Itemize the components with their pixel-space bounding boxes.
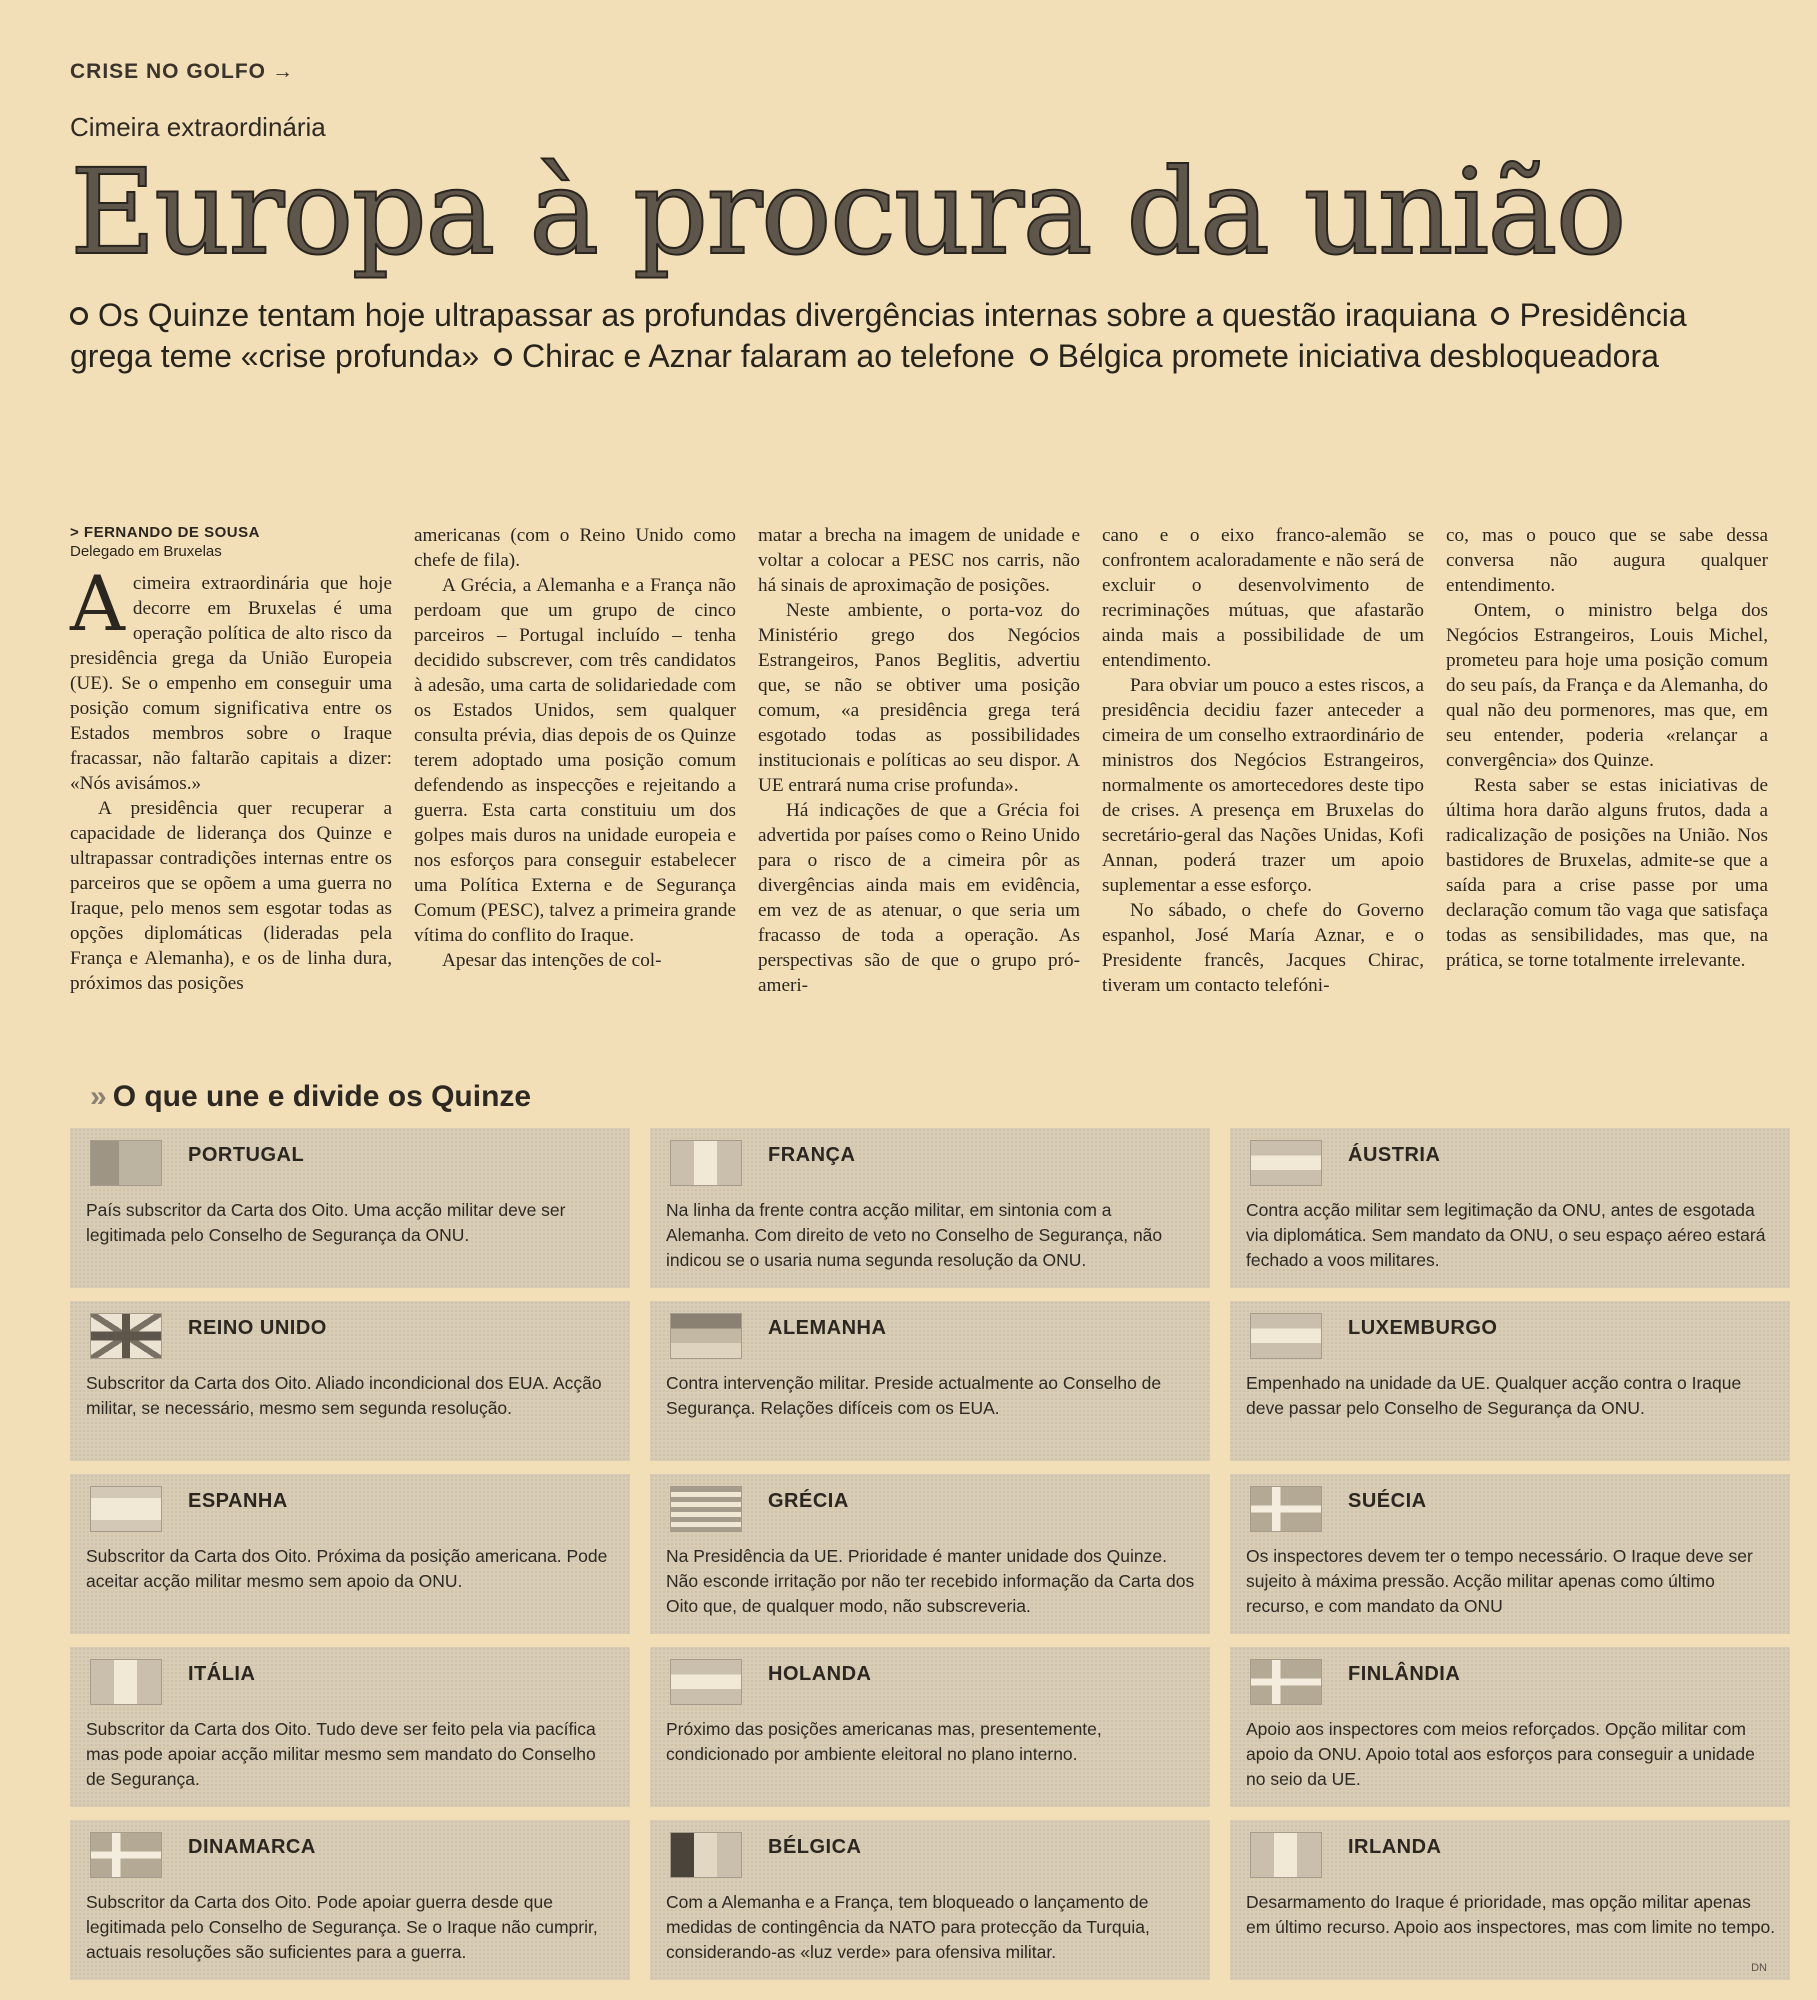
country-name: HOLANDA: [768, 1663, 872, 1685]
country-card: [70, 1647, 630, 1807]
country-position: Na Presidência da UE. Prioridade é manter unidade dos Quinze. Não esconde irritação por não ter recebido informação da Carta dos Oito que, de qualquer modo, não subscreveria.: [666, 1546, 1195, 1616]
country-name: ALEMANHA: [768, 1317, 887, 1339]
country-card: [1230, 1301, 1790, 1461]
flag-icon: [90, 1832, 162, 1878]
paragraph: A presidência quer recuperar a capacidade de liderança dos Quinze e ultrapassar contradições internas entre os parceiros que se opõem a uma guerra no Iraque, pelo menos sem esgotar todas as opções diplomáticas (lideradas pela França e Alemanha), e os de linha dura, próximos das posições: [70, 798, 392, 994]
country-position: Próximo das posições americanas mas, presentemente, condicionado por ambiente eleitoral no plano interno.: [666, 1719, 1102, 1764]
lead-item: Presidência grega teme «crise profunda»: [70, 297, 1687, 374]
article-column-4: [1102, 523, 1424, 1053]
double-chevron-icon: »: [90, 1080, 101, 1113]
country-card: [70, 1820, 630, 1980]
article-column-1: [70, 523, 392, 1053]
country-position: Subscritor da Carta dos Oito. Pode apoiar guerra desde que legitimada pelo Conselho de Segurança. Se o Iraque não cumprir, actuais resoluções são suficientes para a guerra.: [86, 1892, 598, 1962]
bullet-icon: [70, 307, 88, 325]
paragraph: Para obviar um pouco a estes riscos, a presidência decidiu fazer anteceder a cimeira de um conselho extraordinário de ministros dos Negócios Estrangeiros, normalmente os amortecedores deste tipo de crises. A presença em Bruxelas do secretário-geral das Nações Unidas, Kofi Annan, poderá trazer um apoio suplementar a esse esforço.: [1102, 675, 1424, 896]
flag-icon: [1250, 1486, 1322, 1532]
country-name: FINLÂNDIA: [1348, 1663, 1461, 1685]
paragraph: Apesar das intenções de col-: [442, 950, 662, 971]
country-position: Na linha da frente contra acção militar, em sintonia com a Alemanha. Com direito de veto no Conselho de Segurança, não indicou se o usaria numa segunda resolução da ONU.: [666, 1200, 1163, 1270]
country-card: [1230, 1128, 1790, 1288]
flag-icon: [90, 1486, 162, 1532]
country-name: SUÉCIA: [1348, 1490, 1427, 1512]
lead-item: Chirac e Aznar falaram ao telefone: [522, 338, 1015, 374]
paragraph: Há indicações de que a Grécia foi advertida por países como o Reino Unido para o risco de a cimeira pôr as divergências ainda mais em evidência, em vez de as atenuar, o que seria um fracasso de toda a operação. As perspectivas são de que o grupo pró-ameri-: [758, 800, 1080, 996]
country-card: [650, 1647, 1210, 1807]
article-body: [70, 523, 1770, 1053]
country-card: [650, 1128, 1210, 1288]
country-position: Subscritor da Carta dos Oito. Tudo deve ser feito pela via pacífica mas pode apoiar acção militar mesmo sem mandato do Conselho de Segurança.: [86, 1719, 596, 1789]
country-name: GRÉCIA: [768, 1490, 849, 1512]
country-grid: [70, 1128, 1776, 1993]
drop-cap: A: [70, 559, 125, 648]
flag-icon: [670, 1659, 742, 1705]
country-card: [650, 1301, 1210, 1461]
country-card: [70, 1128, 630, 1288]
author-role: Delegado em Bruxelas: [70, 543, 222, 560]
country-position: Subscritor da Carta dos Oito. Aliado incondicional dos EUA. Acção militar, se necessário, mesmo sem segunda resolução.: [86, 1373, 602, 1418]
country-position: Os inspectores devem ter o tempo necessário. O Iraque deve ser sujeito à máxima pressão. Acção militar apenas como último recurso, e com mandato da ONU: [1246, 1546, 1753, 1616]
lead-item: Bélgica promete iniciativa desbloqueadora: [1057, 338, 1659, 374]
flag-icon: [1250, 1832, 1322, 1878]
paragraph: cano e o eixo franco-alemão se confrontem acaloradamente e não será de excluir o desenvolvimento de recriminações mútuas, que afastarão ainda mais a possibilidade de um entendimento.: [1102, 525, 1424, 671]
flag-icon: [1250, 1313, 1322, 1359]
paragraph: matar a brecha na imagem de unidade e voltar a colocar a PESC nos carris, não há sinais de aproximação de posições.: [758, 525, 1080, 596]
country-name: FRANÇA: [768, 1144, 856, 1166]
flag-icon: [670, 1486, 742, 1532]
section-label: Cimeira extraordinária: [70, 112, 326, 142]
paragraph: Ontem, o ministro belga dos Negócios Estrangeiros, Louis Michel, prometeu para hoje uma posição comum do seu país, da França e da Alemanha, do qual não deu pormenores, mas que, em seu entender, poderia «relançar a convergência» dos Quinze.: [1446, 600, 1768, 771]
country-card: [1230, 1820, 1790, 1980]
country-position: País subscritor da Carta dos Oito. Uma acção militar deve ser legitimada pelo Conselho de Segurança da ONU.: [86, 1200, 566, 1245]
country-name: ESPANHA: [188, 1490, 288, 1512]
flag-icon: [670, 1140, 742, 1186]
country-card: [1230, 1474, 1790, 1634]
flag-icon: [670, 1832, 742, 1878]
country-card: [70, 1474, 630, 1634]
article-column-5: [1446, 523, 1768, 1053]
flag-icon: [1250, 1659, 1322, 1705]
country-position: Apoio aos inspectores com meios reforçados. Opção militar com apoio da ONU. Apoio total aos esforços para conseguir a unidade no seio da UE.: [1246, 1719, 1755, 1789]
bullet-icon: [1491, 307, 1509, 325]
country-card: [1230, 1647, 1790, 1807]
country-card: [70, 1301, 630, 1461]
paragraph: co, mas o pouco que se sabe dessa conversa não augura qualquer entendimento.: [1446, 525, 1768, 596]
flag-icon: [90, 1313, 162, 1359]
paragraph: Acimeira extraordinária que hoje decorre em Bruxelas é uma operação política de alto risco da presidência grega da União Europeia (UE). Se o empenho em conseguir uma posição comum significativa entre os Estados membros sobre o Iraque fracassar, não faltarão capitais a dizer: «Nós avisámos.»: [70, 559, 392, 794]
byline: [70, 523, 392, 561]
paragraph: Neste ambiente, o porta-voz do Ministério grego dos Negócios Estrangeiros, Panos Beglitis, advertiu que, se não se obtiver uma posição comum, «a presidência grega terá esgotado todas as possibilidades institucionais e políticas ao seu dispor. A UE entrará numa crise profunda».: [758, 600, 1080, 796]
paragraph: Resta saber se estas iniciativas de última hora darão alguns frutos, dada a radicalização de posições na União. Nos bastidores de Bruxelas, admite-se que a saída para a crise passe por uma declaração comum tão vaga que satisfaça todas as sensibilidades, mas que, na prática, se torne totalmente irrelevante.: [1446, 775, 1768, 971]
arrow-right-icon: →: [272, 60, 295, 83]
signature: DN: [1751, 1962, 1767, 1974]
country-name: DINAMARCA: [188, 1836, 316, 1858]
bullet-icon: [1030, 348, 1048, 366]
box-title: [90, 1080, 531, 1114]
paragraph: americanas (com o Reino Unido como chefe de fila).: [414, 525, 736, 571]
lead-summary: [70, 295, 1770, 377]
country-name: BÉLGICA: [768, 1836, 862, 1858]
country-position: Contra acção militar sem legitimação da ONU, antes de esgotada via diplomática. Sem mandato da ONU, o seu espaço aéreo estará fechado a voos militares.: [1246, 1200, 1766, 1270]
flag-icon: [90, 1140, 162, 1186]
country-name: ITÁLIA: [188, 1663, 256, 1685]
paragraph: A Grécia, a Alemanha e a França não perdoam que um grupo de cinco parceiros – Portugal incluído – tenha decidido subscrever, com três candidatos à adesão, uma carta de solidariedade com os Estados Unidos, sem qualquer consulta prévia, dias depois de os Quinze terem adoptado uma posição comum defendendo as inspecções e rejeitando a guerra. Esta carta constituiu um dos golpes mais duros na unidade europeia e nos esforços para conseguir estabelecer uma Política Externa e de Segurança Comum (PESC), talvez a primeira grande vítima do conflito do Iraque.: [414, 575, 736, 946]
country-position: Subscritor da Carta dos Oito. Próxima da posição americana. Pode aceitar acção militar mesmo sem apoio da ONU.: [86, 1546, 608, 1591]
country-card: [650, 1474, 1210, 1634]
country-name: LUXEMBURGO: [1348, 1317, 1498, 1339]
country-name: PORTUGAL: [188, 1144, 305, 1166]
country-position: Desarmamento do Iraque é prioridade, mas opção militar apenas em último recurso. Apoio aos inspectores, mas com limite no tempo.: [1246, 1892, 1776, 1937]
bullet-icon: [494, 348, 512, 366]
country-position: Contra intervenção militar. Preside actualmente ao Conselho de Segurança. Relações difíceis com os EUA.: [666, 1373, 1162, 1418]
headline: Europa à procura da união: [70, 143, 1625, 281]
article-column-2: [414, 523, 736, 1053]
author-name: > FERNANDO DE SOUSA: [70, 524, 260, 541]
country-position: Com a Alemanha e a França, tem bloqueado o lançamento de medidas de contingência da NATO para protecção da Turquia, considerando-as «luz verde» para ofensiva militar.: [666, 1892, 1150, 1962]
paragraph: No sábado, o chefe do Governo espanhol, José María Aznar, e o Presidente francês, Jacques Chirac, tiveram um contacto telefóni-: [1102, 900, 1424, 996]
article-column-3: [758, 523, 1080, 1053]
country-card: [650, 1820, 1210, 1980]
flag-icon: [1250, 1140, 1322, 1186]
country-name: IRLANDA: [1348, 1836, 1442, 1858]
flag-icon: [90, 1659, 162, 1705]
box-title-text: O que une e divide os Quinze: [112, 1080, 532, 1113]
flag-icon: [670, 1313, 742, 1359]
country-name: ÁUSTRIA: [1348, 1144, 1441, 1166]
lead-item: Os Quinze tentam hoje ultrapassar as profundas divergências internas sobre a questão iraquiana: [98, 297, 1477, 333]
newspaper-page: [70, 60, 1776, 1962]
country-name: REINO UNIDO: [188, 1317, 327, 1339]
country-position: Empenhado na unidade da UE. Qualquer acção contra o Iraque deve passar pelo Conselho de Segurança da ONU.: [1246, 1373, 1742, 1418]
kicker-text: CRISE NO GOLFO: [70, 60, 267, 83]
section-kicker: [70, 60, 1770, 84]
